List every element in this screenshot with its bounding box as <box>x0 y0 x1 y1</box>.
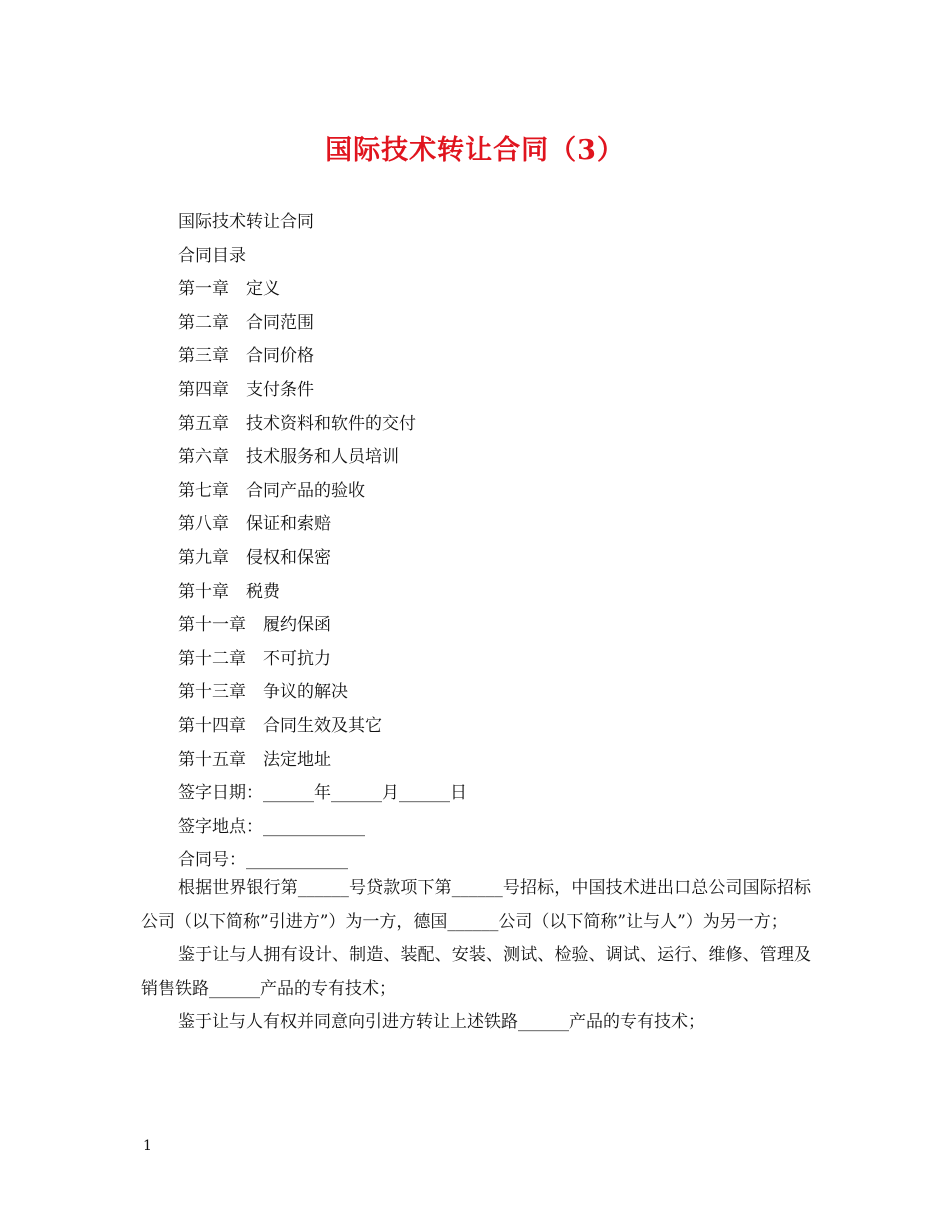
document-body <box>141 872 811 1040</box>
toc-line: 第十一章 履约保函 <box>178 615 331 636</box>
contract-number-line: 合同号：____________ <box>178 850 348 871</box>
signing-date-line: 签字日期：______年______月______日 <box>178 783 467 804</box>
document-title: 国际技术转让合同（3） <box>325 135 625 166</box>
toc-line: 国际技术转让合同 <box>178 212 314 232</box>
table-of-contents <box>178 206 467 878</box>
body-paragraph: 根据世界银行第______号贷款项下第______号招标，中国技术进出口总公司国际招标公司（以下简称”引进方”）为一方，德国______公司（以下简称”让与人”）为另一方； <box>141 878 811 932</box>
toc-line: 第七章 合同产品的验收 <box>178 480 365 501</box>
toc-line: 第九章 侵权和保密 <box>178 547 331 568</box>
page-number: 1 <box>143 1138 152 1154</box>
body-paragraph: 鉴于让与人拥有设计、制造、装配、安装、测试、检验、调试、运行、维修、管理及销售铁路______产品的专有技术； <box>141 945 811 999</box>
toc-line: 第三章 合同价格 <box>178 346 314 367</box>
toc-line: 第一章 定义 <box>178 279 280 300</box>
signing-place-line: 签字地点：____________ <box>178 816 365 837</box>
toc-line: 第十三章 争议的解决 <box>178 682 348 703</box>
toc-line: 第二章 合同范围 <box>178 312 314 333</box>
toc-line: 第四章 支付条件 <box>178 379 314 400</box>
toc-line: 第十五章 法定地址 <box>178 749 331 770</box>
toc-line: 第六章 技术服务和人员培训 <box>178 447 399 468</box>
toc-line: 第十二章 不可抗力 <box>178 648 331 669</box>
toc-line: 第八章 保证和索赔 <box>178 514 331 535</box>
toc-line: 第十四章 合同生效及其它 <box>178 715 382 736</box>
body-paragraph: 鉴于让与人有权并同意向引进方转让上述铁路______产品的专有技术； <box>178 1012 705 1033</box>
toc-line: 第五章 技术资料和软件的交付 <box>178 413 416 434</box>
toc-line: 第十章 税费 <box>178 581 280 602</box>
toc-line: 合同目录 <box>178 245 246 266</box>
